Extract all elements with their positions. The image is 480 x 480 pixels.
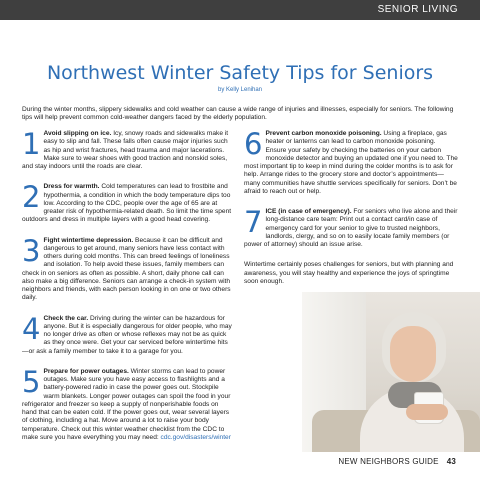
tip-4 (22, 311, 234, 356)
tip-body: Cold temperatures can lead to frostbite and hypothermia, a condition in which the body temperature dips too low. According to the CDC, people over the age of 65 are at greater risk of hypothermia-related death. So limit the time spent outdoors and dress in multiple layers with a good head covering. (22, 183, 232, 224)
tip-number: 2 (22, 180, 41, 215)
tip-number: 6 (244, 127, 263, 161)
tip-body: Using a fireplace, gas heater or lanterns can lead to carbon monoxide poisoning. Ensure your safety by checking the batteries on your carbon monoxide detector and buying an updated one if you need to. The most important tip to keep in mind during the colder months is to ask for help. Arrange rides to the grocery store and doctor’s appointments—many communities have shuttle services specifically for seniors. Don’t be afraid to reach out or help. (244, 130, 458, 195)
right-column (244, 127, 458, 286)
tip-6 (244, 127, 458, 196)
article-intro: During the winter months, slippery sidewalks and cold weather can cause a wide range of injuries and illnesses, especially for seniors. The following tips will help prevent common cold-weather dangers faced by the elderly population. (22, 106, 454, 122)
tip-heading: Prevent carbon monoxide poisoning. (265, 130, 382, 137)
tip-number: 1 (22, 127, 41, 161)
article-byline: by Kelly Lenihan (217, 87, 263, 93)
tip-heading: Avoid slipping on ice. (43, 130, 112, 137)
tip-3 (22, 233, 234, 303)
tip-2 (22, 180, 234, 224)
page-number: 43 (446, 457, 456, 466)
tip-body: Because it can be difficult and dangerous to get around, many seniors have less contact with others during cold months. This can breed feelings of loneliness and isolation. To help avoid these issues, family members can check in on seniors as often as possible. A short, daily phone call can also make a big difference. Seniors can arrange a check-in system with neighbors and friends, with each person looking in on one or two others daily. (22, 236, 231, 302)
tip-heading: ICE (in case of emergency). (265, 208, 352, 215)
section-header-bar (0, 0, 480, 20)
tip-heading: Prepare for power outages. (43, 367, 129, 375)
section-label: SENIOR LIVING (377, 4, 458, 15)
tip-number: 5 (22, 364, 41, 399)
senior-woman-photo (302, 292, 480, 452)
publication-name: NEW NEIGHBORS GUIDE (338, 457, 439, 466)
tip-1 (22, 127, 234, 171)
tip-number: 4 (22, 311, 41, 346)
photo-hands (406, 404, 448, 420)
tip-number: 3 (22, 233, 41, 268)
tip-body: Driving during the winter can be hazardous for anyone. But it is especially dangerous for older people, who may no longer drive as often or whose reflexes may not be as quick as they once were. Get your car serviced before wintertime hits—or ask a family member to take it to a garage for you. (22, 314, 232, 355)
left-column (22, 127, 234, 454)
tip-body: Winter storms can lead to power outages. Make sure you have easy access to flashlights and a battery-powered radio in case the power goes out. Stockpile warm blankets. Longer power outages can spoil the food in your refrigerator and freezer so keep a supply of nonperishable foods on hand that can be eaten cold. If the power goes out, wear several layers of clothing, including a hat. Move around a lot to raise your body temperature. Check out this winter weather checklist from the CDC to make sure you have everything you may need: (22, 367, 231, 441)
cdc-link[interactable]: cdc.gov/disasters/winter (160, 433, 231, 441)
tip-body: For seniors who live alone and their long-distance care team: Print out a contact card/in case of emergency card for your senior to give to trusted neighbors, landlords, clergy, and so on to easily locate family members (or power of attorney) should an issue arise. (244, 208, 458, 248)
tip-7 (244, 205, 458, 249)
photo-face (390, 326, 436, 382)
closing-paragraph: Wintertime certainly poses challenges for seniors, but with planning and awareness, you will stay healthy and experience the joys of springtime soon enough. (244, 261, 454, 285)
tip-body: Icy, snowy roads and sidewalks make it easy to slip and fall. These falls often cause major injuries such as hip and wrist fractures, head trauma and major lacerations. Make sure to wear shoes with good traction and nonskid soles, and stay indoors until the roads are clear. (22, 130, 229, 170)
tip-heading: Check the car. (43, 314, 89, 322)
tip-heading: Fight wintertime depression. (43, 236, 134, 244)
page-footer (338, 457, 456, 466)
tip-heading: Dress for warmth. (43, 183, 100, 191)
tip-number: 7 (244, 205, 263, 239)
article-title: Northwest Winter Safety Tips for Seniors (46, 62, 434, 84)
tip-5 (22, 364, 234, 442)
